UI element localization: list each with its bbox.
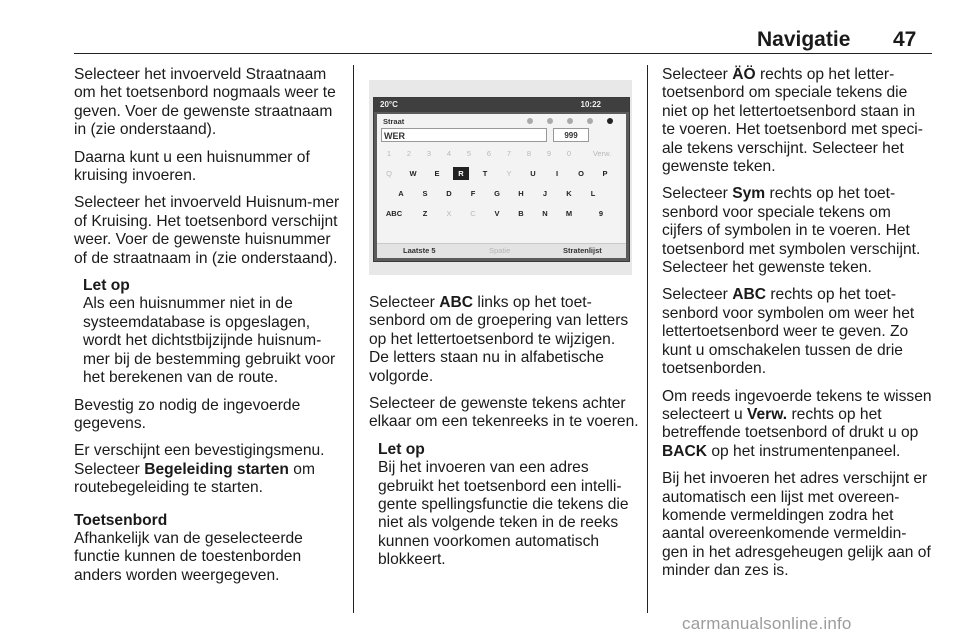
- section-title: Toetsenbord: [74, 511, 168, 529]
- page-title: Navigatie: [757, 28, 851, 51]
- space-button[interactable]: Spatie: [489, 246, 511, 255]
- key-x[interactable]: X: [446, 209, 452, 218]
- note-box: [83, 277, 344, 387]
- key-o[interactable]: O: [578, 169, 584, 178]
- volume-icon: [587, 118, 593, 124]
- infotainment-screen: [373, 97, 630, 262]
- paragraph: Selecteer ABC rechts op het toet-senbord voor symbolen om weer het lettertoetsenbord weer te geven. Zo kunt u omschakelen tussen de drie toetsenborden.: [662, 286, 915, 378]
- paragraph: Selecteer ABC links op het toet-senbord om de groepering van letters op het lettertoetsenbord te wijzigen. De letters staan nu in alfabetische volgorde.: [369, 294, 629, 385]
- last-five-button[interactable]: Laatste 5: [403, 246, 436, 255]
- screen-status-bar: [374, 98, 629, 112]
- key-e[interactable]: E: [434, 169, 440, 178]
- keyword: ABC: [732, 286, 767, 304]
- watermark: carmanualsonline.info: [682, 614, 852, 633]
- key-6[interactable]: 6: [486, 149, 492, 158]
- key-l[interactable]: L: [590, 189, 596, 198]
- column-right: [662, 66, 932, 590]
- key-0[interactable]: 0: [566, 149, 572, 158]
- keyboard-panel: [377, 114, 626, 258]
- bluetooth-icon: [567, 118, 573, 124]
- key-z[interactable]: Z: [422, 209, 428, 218]
- note-title: Let op: [378, 440, 425, 458]
- key-3[interactable]: 3: [426, 149, 432, 158]
- key-r[interactable]: R: [453, 167, 469, 180]
- paragraph: Bij het invoeren het adres verschijnt er automatisch een lijst met overeen-komende vermeldingen zodra het aantal overeenkomende vermeldin-gen in het adresgeheugen gelijk aan of minder dan zes is.: [662, 470, 931, 580]
- special-key[interactable]: 9: [598, 209, 604, 218]
- keyboard-screenshot: [369, 80, 632, 275]
- key-q[interactable]: Q: [386, 169, 392, 178]
- keyword: ÄÖ: [732, 66, 756, 83]
- key-d[interactable]: D: [446, 189, 452, 198]
- header-divider: [74, 53, 932, 54]
- note-text: Bij het invoeren van een adres gebruikt het toetsenbord een intelli-gente spellingsfunctie die tekens die niet als volgende teken in de reeks kunnen voorkomen automatisch blokkeert.: [378, 459, 629, 569]
- column-left: [74, 66, 344, 594]
- key-p[interactable]: P: [602, 169, 608, 178]
- key-t[interactable]: T: [482, 169, 488, 178]
- section-text: Afhankelijk van de geselecteerde functie kunnen de toestenborden anders worden weergegeven.: [74, 529, 303, 584]
- key-w[interactable]: W: [409, 169, 417, 178]
- key-j[interactable]: J: [542, 189, 548, 198]
- paragraph: Bevestig zo nodig de ingevoerde gegevens.: [74, 396, 301, 432]
- key-f[interactable]: F: [470, 189, 476, 198]
- key-1[interactable]: 1: [386, 149, 392, 158]
- page-number: 47: [893, 28, 917, 51]
- key-b[interactable]: B: [518, 209, 524, 218]
- key-m[interactable]: M: [565, 209, 573, 218]
- key-n[interactable]: N: [542, 209, 548, 218]
- column-divider-1: [353, 65, 354, 613]
- note-title: Let op: [83, 277, 130, 295]
- paragraph: Daarna kunt u een huisnummer of kruising invoeren.: [74, 148, 310, 185]
- key-h[interactable]: H: [518, 189, 524, 198]
- key-i[interactable]: I: [555, 169, 559, 178]
- note-text: Als een huisnummer niet in de systeemdatabase is opgeslagen, wordt het dichtstbijzijnde huisnum-mer bij de bestemming gebruikt voor het berekenen van de route.: [83, 295, 336, 387]
- column-divider-2: [647, 65, 648, 613]
- abc-key[interactable]: ABC: [385, 209, 403, 218]
- wifi-icon: [527, 118, 533, 124]
- house-number-field[interactable]: 999: [553, 128, 589, 142]
- screen-bottom-bar: [377, 243, 626, 258]
- key-2[interactable]: 2: [406, 149, 412, 158]
- key-v[interactable]: V: [494, 209, 500, 218]
- paragraph: Selecteer het invoerveld Huisnum-mer of Kruising. Het toetsenbord verschijnt weer. Voer de gewenste huisnummer of de straatnaam in (zie onderstaand).: [74, 194, 340, 267]
- key-g[interactable]: G: [494, 189, 500, 198]
- street-input[interactable]: WER: [381, 128, 547, 142]
- street-list-button[interactable]: Stratenlijst: [563, 246, 602, 255]
- page-header: [0, 0, 960, 54]
- keyword: Sym: [732, 185, 766, 203]
- key-9[interactable]: 9: [546, 149, 552, 158]
- key-c[interactable]: C: [470, 209, 476, 218]
- key-u[interactable]: U: [530, 169, 536, 178]
- keyword: BACK: [662, 442, 708, 460]
- paragraph: Selecteer ÄÖ rechts op het letter-toetsenbord om speciale tekens die niet op het lettertoetsenbord staan in te voeren. Het toetsenbord met speci-ale tekens verschijnt. Selecteer het gewenste teken.: [662, 66, 923, 176]
- key-8[interactable]: 8: [526, 149, 532, 158]
- section: [74, 512, 344, 586]
- temperature-readout: 20°C: [380, 100, 398, 109]
- paragraph: Om reeds ingevoerde tekens te wissen selecteert u Verw. rechts op het betreffende toetsenbord of drukt u op BACK op het instrumentenpaneel.: [662, 387, 932, 460]
- key-k[interactable]: K: [566, 189, 572, 198]
- clock-readout: 10:22: [580, 100, 601, 109]
- key-a[interactable]: A: [398, 189, 404, 198]
- key-4[interactable]: 4: [446, 149, 452, 158]
- key-y[interactable]: Y: [506, 169, 512, 178]
- note-box: [378, 441, 639, 570]
- street-label: Straat: [383, 117, 405, 126]
- paragraph: Er verschijnt een bevestigingsmenu. Selecteer Begeleiding starten om routebegeleiding te starten.: [74, 442, 325, 497]
- signal-icon: [547, 118, 553, 124]
- key-5[interactable]: 5: [466, 149, 472, 158]
- column-middle: [369, 294, 639, 579]
- key-7[interactable]: 7: [506, 149, 512, 158]
- keyword: Begeleiding starten: [144, 460, 289, 478]
- key-s[interactable]: S: [422, 189, 428, 198]
- phone-icon: [607, 118, 613, 124]
- keyword: ABC: [439, 294, 474, 311]
- keyword: Verw.: [746, 405, 788, 423]
- paragraph: Selecteer Sym rechts op het toet-senbord voor speciale tekens om cijfers of symbolen in te voeren. Het toetsenbord met symbolen verschijnt. Selecteer het gewenste teken.: [662, 185, 921, 277]
- paragraph: Selecteer het invoerveld Straatnaam om het toetsenbord nogmaals weer te geven. Voer de gewenste straatnaam in (zie onderstaand).: [74, 66, 336, 139]
- paragraph: Selecteer de gewenste tekens achter elkaar om een tekenreeks in te voeren.: [369, 395, 639, 431]
- delete-key[interactable]: Verw.: [592, 149, 612, 158]
